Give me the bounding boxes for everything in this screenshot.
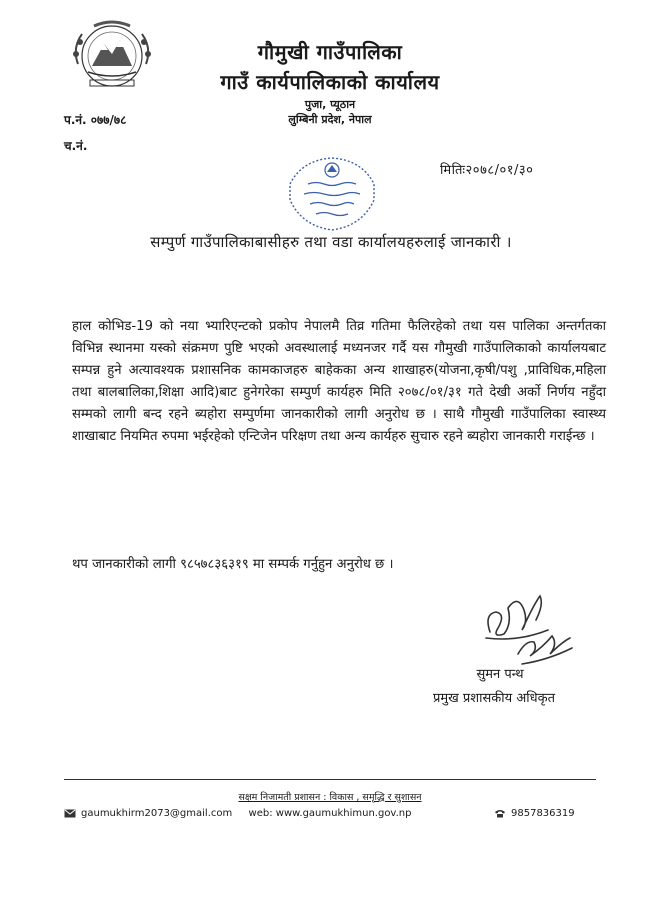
municipality-emblem-icon xyxy=(64,14,160,94)
footer-website[interactable]: web: www.gaumukhimun.gov.np xyxy=(248,808,412,819)
reference-number: प.नं. ०७७/७८ xyxy=(64,113,127,127)
signatory-name: सुमन पन्थ xyxy=(476,667,524,682)
office-name: गाउँ कार्यपालिकाको कार्यालय xyxy=(220,70,440,94)
telephone-icon xyxy=(494,809,506,818)
letter-date: मितिः२०७८/०१/३० xyxy=(440,163,534,178)
municipality-name: गौमुखी गाउँपालिका xyxy=(257,40,403,64)
footer-email[interactable] xyxy=(64,808,232,819)
footer-phone[interactable] xyxy=(494,808,575,819)
phone-number[interactable]: 9857836319 xyxy=(511,808,575,819)
footer-motto: सक्षम निजामती प्रशासन : विकास , समृद्धि र सुशासन xyxy=(238,792,422,803)
email-address[interactable]: gaumukhirm2073@gmail.com xyxy=(81,808,233,819)
handwritten-signature-icon xyxy=(478,584,578,670)
address-line-1: पुजा, प्यूठान xyxy=(304,98,356,111)
footer-divider xyxy=(64,779,596,780)
address-line-2: लुम्बिनी प्रदेश, नेपाल xyxy=(288,113,372,126)
office-seal-icon xyxy=(282,154,382,234)
letter-subject: सम्पुर्ण गाउँपालिकाबासीहरु तथा वडा कार्यालयहरुलाई जानकारी । xyxy=(150,233,512,251)
body-paragraph-1: हाल कोभिड-19 को नया भ्यारिएन्टको प्रकोप नेपालमै तिव्र गतिमा फैलिरहेको तथा यस पालिका अन्तर्गतका विभिन्न स्थानमा यस्को संक्रमण पुष्टि भएको अवस्थालाई मध्यनजर गर्दै यस गौमुखी गाउँपालिकाको कार्यालयबाट सम्पन्न हुने अत्यावश्यक प्रशासनिक कामकाजहरु बाहेकका अन्य शाखाहरु(योजना,कृषी/पशु ,प्राविधिक,महिला तथा बालबालिका,शिक्षा आदि)बाट हुनेगरेका सम्पुर्ण कार्यहरु मिति २०७८/०१/३१ गते देखी अर्को निर्णय नहुँदा सम्मको लागी बन्द रहने ब्यहोरा सम्पुर्णमा जानकारीको लागी अनुरोध छ । साथै गौमुखी गाउँपालिका स्वास्थ्य शाखाबाट नियमित रुपमा भईरहेको एन्टिजेन परिक्षण तथा अन्य कार्यहरु सुचारु रहने ब्यहोरा जानकारी गराईन्छ । xyxy=(72,319,606,444)
body-paragraph-2: थप जानकारीको लागी ९८५७८३६३१९ मा सम्पर्क गर्नुहुन अनुरोध छ । xyxy=(72,557,394,572)
signatory-title: प्रमुख प्रशासकीय अधिकृत xyxy=(432,691,556,706)
envelope-icon xyxy=(64,809,76,818)
dispatch-number: च.नं. xyxy=(64,139,88,153)
